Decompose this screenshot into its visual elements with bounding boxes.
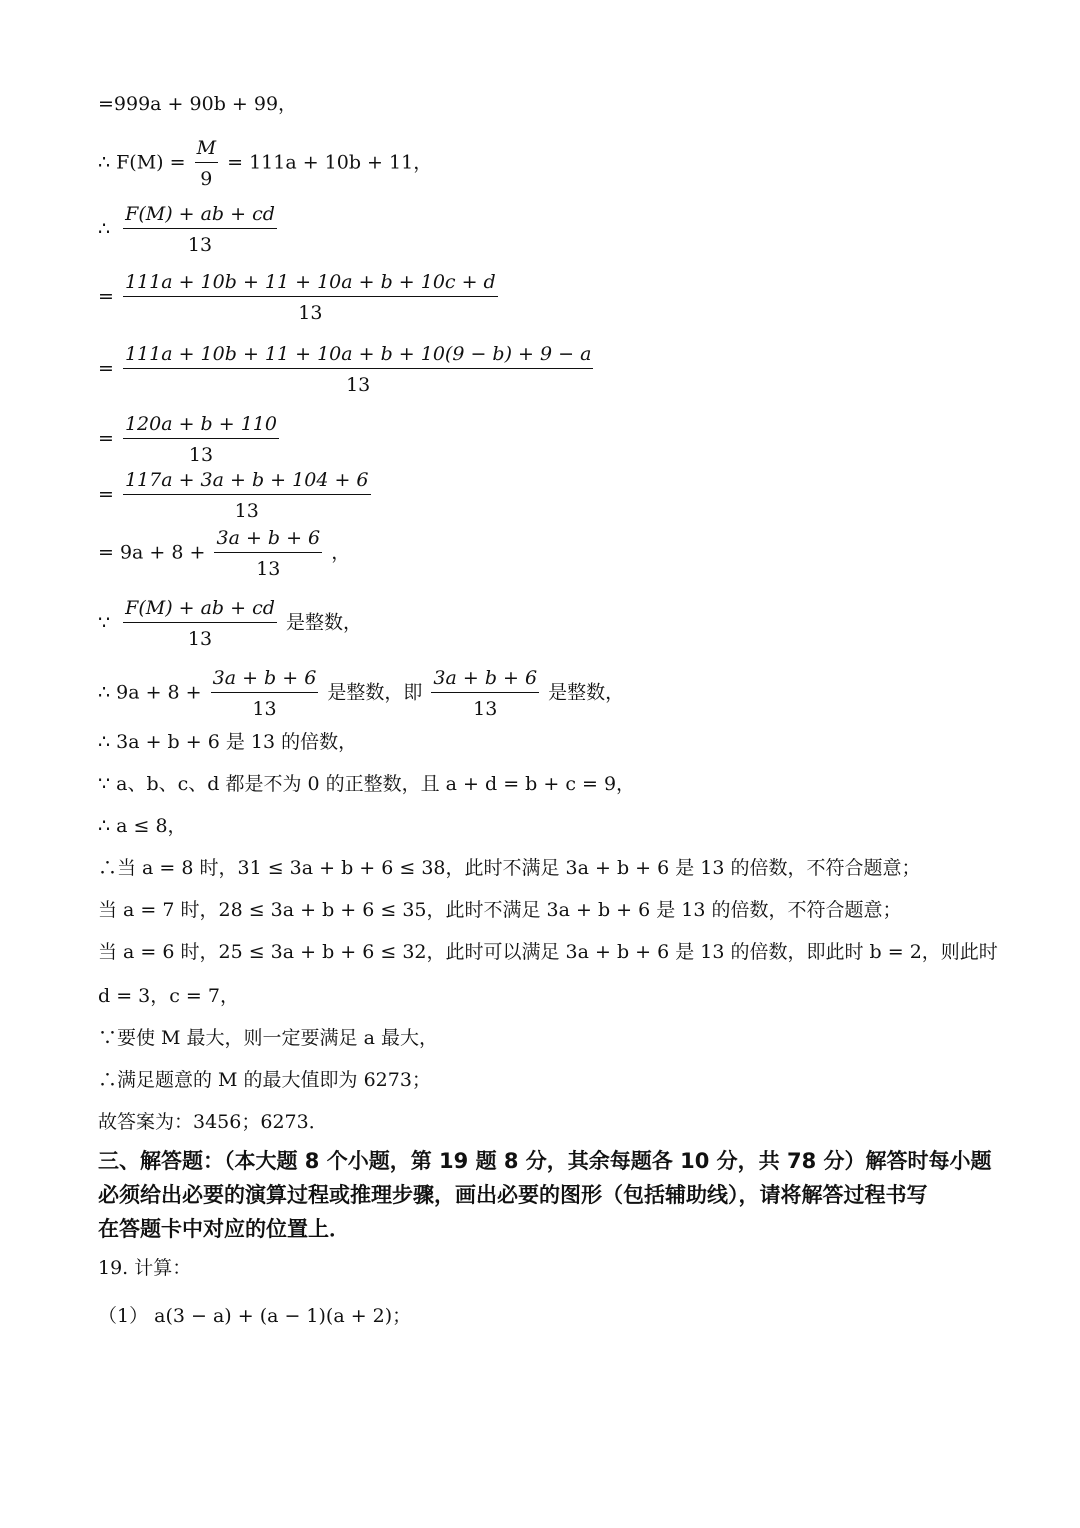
fraction-numerator: 3a + b + 6 bbox=[431, 666, 539, 693]
fraction-numerator: 111a + 10b + 11 + 10a + b + 10(9 − b) + 9 − a bbox=[123, 342, 593, 369]
equation-line-9 bbox=[98, 596, 362, 651]
equation-text: 当 a = 7 时，28 ≤ 3a + b + 6 ≤ 35，此时不满足 3a + b + 6 是 13 的倍数，不符合题意； bbox=[98, 899, 902, 921]
fraction bbox=[431, 666, 539, 721]
equation-line-4: = $\frac{111a + 10b + 11 + 10a + b + 10c + d}{13}$ bbox=[98, 271, 496, 324]
fraction-numerator: 120a + b + 110 bbox=[123, 412, 279, 439]
equation-text: 是整数， bbox=[285, 611, 362, 634]
fraction bbox=[211, 666, 319, 721]
equation-line-12 bbox=[98, 772, 635, 796]
fraction bbox=[123, 342, 593, 397]
equation-text: =999a + 90b + 99， bbox=[98, 93, 298, 115]
fraction-denominator: 13 bbox=[256, 558, 281, 580]
equation-text: 是整数，即 bbox=[327, 681, 423, 704]
fraction-denominator: 13 bbox=[298, 302, 323, 324]
equation-line-14 bbox=[98, 856, 921, 880]
equation-text: ∴ 9a + 8 + bbox=[98, 681, 202, 704]
fraction bbox=[123, 412, 279, 467]
section-heading-text: 三、解答题：（本大题 8 个小题，第 19 题 8 分，其余每题各 10 分，共 78 分）解答时每小题 bbox=[98, 1149, 992, 1173]
section-heading-text: 必须给出必要的演算过程或推理步骤，画出必要的图形（包括辅助线），请将解答过程书写 bbox=[98, 1183, 928, 1207]
equation-line-13 bbox=[98, 814, 187, 838]
fraction-numerator: 117a + 3a + b + 104 + 6 bbox=[123, 468, 371, 495]
fraction bbox=[123, 270, 498, 325]
equation-line-11 bbox=[98, 730, 357, 754]
fraction-denominator: 13 bbox=[234, 500, 259, 522]
answer-text: 故答案为：3456；6273． bbox=[98, 1111, 328, 1133]
equation-text: ， bbox=[331, 541, 351, 564]
equation-text: ∵要使 M 最大，则一定要满足 a 最大， bbox=[98, 1027, 438, 1049]
fraction-numerator: M bbox=[195, 136, 218, 163]
equation-line-6: = $\frac{120a + b + 110}{13}$ bbox=[98, 413, 277, 466]
equation-text: 当 a = 6 时，25 ≤ 3a + b + 6 ≤ 32，此时可以满足 3a + b + 6 是 13 的倍数，即此时 b = 2，则此时 bbox=[98, 941, 998, 963]
fraction bbox=[123, 202, 277, 257]
equation-line-15 bbox=[98, 898, 902, 922]
fraction-denominator: 13 bbox=[187, 628, 213, 650]
equation-text: d = 3，c = 7， bbox=[98, 985, 239, 1007]
equation-text: 是整数， bbox=[548, 681, 625, 704]
fraction bbox=[123, 596, 277, 651]
fraction bbox=[214, 526, 322, 581]
fraction-denominator: 9 bbox=[200, 168, 213, 190]
fraction-numerator: 3a + b + 6 bbox=[211, 666, 319, 693]
question-title bbox=[98, 1256, 191, 1280]
equation-text: ∵ a、b、c、d 都是不为 0 的正整数，且 a + d = b + c = 9， bbox=[98, 773, 636, 795]
question-part-text: （1） a(3 − a) + (a − 1)(a + 2)； bbox=[98, 1305, 412, 1327]
equation-line-2 bbox=[98, 136, 432, 191]
section-heading-text: 在答题卡中对应的位置上． bbox=[98, 1217, 350, 1241]
answer-line bbox=[98, 1110, 328, 1134]
fraction-numerator: 3a + b + 6 bbox=[214, 526, 322, 553]
fraction-denominator: 13 bbox=[187, 234, 213, 256]
equation-line-7: = $\frac{117a + 3a + b + 104 + 6}{13}$ bbox=[98, 469, 369, 522]
fraction-denominator: 13 bbox=[252, 698, 277, 720]
section-heading-line-1 bbox=[98, 1148, 992, 1174]
equation-line-1 bbox=[98, 92, 297, 116]
equation-line-10 bbox=[98, 666, 624, 721]
because-symbol: ∵ bbox=[98, 611, 111, 634]
section-heading-line-2 bbox=[98, 1182, 928, 1208]
fraction-numerator: 111a + 10b + 11 + 10a + b + 10c + d bbox=[123, 270, 498, 297]
equation-line-17 bbox=[98, 984, 239, 1008]
equation-text: ∴当 a = 8 时，31 ≤ 3a + b + 6 ≤ 38，此时不满足 3a + b + 6 是 13 的倍数，不符合题意； bbox=[98, 857, 921, 879]
fraction-denominator: 13 bbox=[346, 374, 371, 396]
equation-text: ∴满足题意的 M 的最大值即为 6273； bbox=[98, 1069, 431, 1091]
fraction bbox=[195, 136, 218, 191]
fraction-denominator: 13 bbox=[473, 698, 498, 720]
section-heading-line-3 bbox=[98, 1216, 350, 1242]
equation-text: ∴ a ≤ 8， bbox=[98, 815, 187, 837]
equation-line-19 bbox=[98, 1068, 431, 1092]
fraction-numerator: F(M) + ab + cd bbox=[123, 596, 277, 623]
fraction-numerator: F(M) + ab + cd bbox=[123, 202, 277, 229]
equation-text: ∴ F(M) = bbox=[98, 151, 186, 174]
question-part-1 bbox=[98, 1304, 411, 1328]
equation-line-8 bbox=[98, 526, 350, 581]
equation-line-5: = $\frac{111a + 10b + 11 + 10a + b + 10(9 - b) + 9 - a}{13}$ bbox=[98, 343, 592, 396]
equation-text: ∴ 3a + b + 6 是 13 的倍数， bbox=[98, 731, 358, 753]
equation-text: = 111a + 10b + 11， bbox=[227, 151, 433, 174]
therefore-symbol: ∴ bbox=[98, 217, 111, 240]
question-title-text: 19. 计算： bbox=[98, 1257, 192, 1279]
equation-text: = 9a + 8 + bbox=[98, 541, 206, 564]
equation-line-18 bbox=[98, 1026, 438, 1050]
equation-line-16 bbox=[98, 940, 998, 964]
fraction-denominator: 13 bbox=[188, 444, 214, 466]
fraction bbox=[123, 468, 371, 523]
equation-line-3 bbox=[98, 202, 280, 257]
